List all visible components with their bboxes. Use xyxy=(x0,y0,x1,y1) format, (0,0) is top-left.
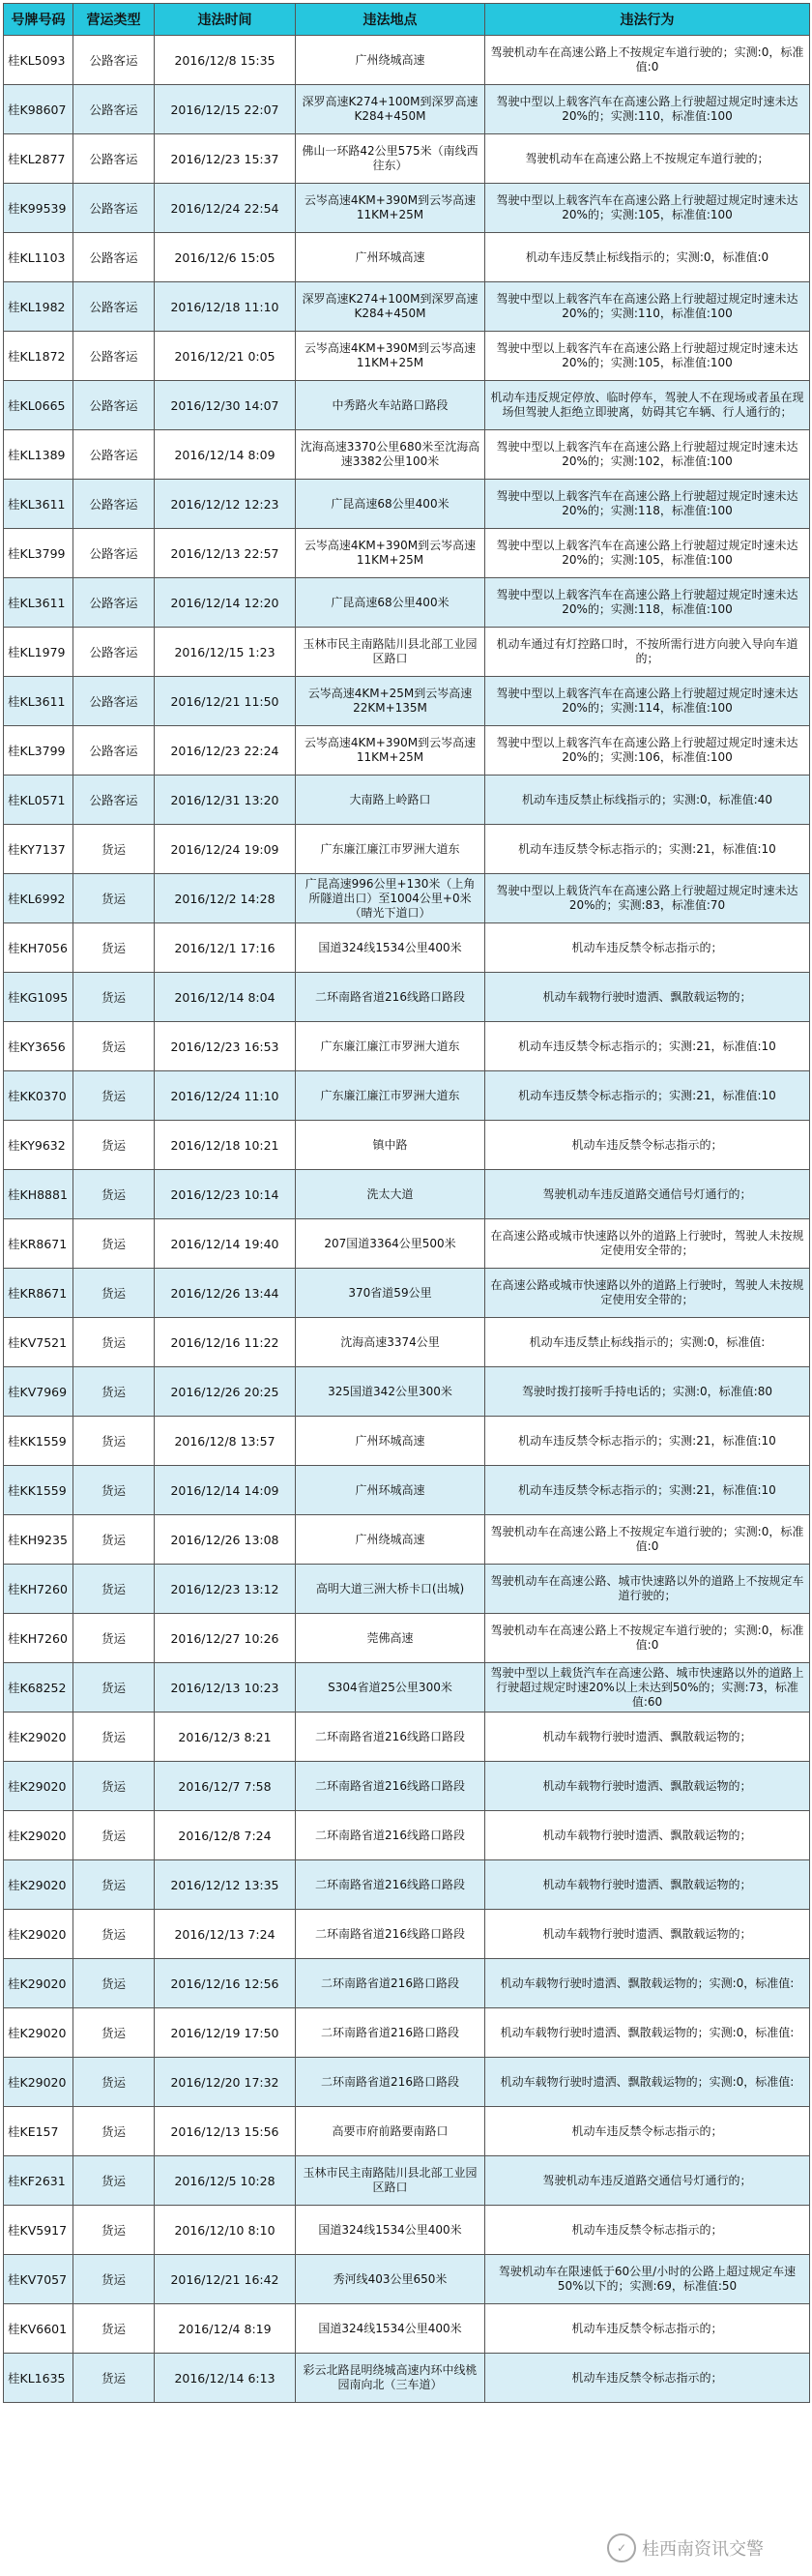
cell-location: 广昆高速68公里400米 xyxy=(296,480,485,529)
cell-plate: 桂KV7057 xyxy=(4,2255,73,2304)
cell-plate: 桂K29020 xyxy=(4,1811,73,1860)
cell-violation: 机动车违反禁令标志指示的； xyxy=(485,2107,810,2156)
cell-type: 货运 xyxy=(73,2008,155,2058)
cell-location: 广州环城高速 xyxy=(296,233,485,282)
cell-time: 2016/12/23 15:37 xyxy=(155,134,296,184)
cell-type: 公路客运 xyxy=(73,677,155,726)
cell-type: 公路客运 xyxy=(73,36,155,85)
table-row xyxy=(4,1121,810,1170)
cell-time: 2016/12/24 19:09 xyxy=(155,825,296,874)
cell-time: 2016/12/14 8:04 xyxy=(155,973,296,1022)
violations-table xyxy=(3,3,810,2403)
cell-plate: 桂K29020 xyxy=(4,1860,73,1910)
cell-location: 广州环城高速 xyxy=(296,1417,485,1466)
cell-plate: 桂KL1635 xyxy=(4,2354,73,2403)
cell-type: 公路客运 xyxy=(73,282,155,332)
cell-location: 二环南路省道216线路口路段 xyxy=(296,1910,485,1959)
cell-violation: 机动车违反禁令标志指示的； xyxy=(485,1121,810,1170)
cell-location: 云岑高速4KM+390M到云岑高速11KM+25M xyxy=(296,332,485,381)
cell-violation: 机动车载物行驶时遗洒、飘散载运物的； xyxy=(485,1910,810,1959)
cell-violation: 机动车违反禁止标线指示的；实测:0，标准值:0 xyxy=(485,233,810,282)
cell-plate: 桂K29020 xyxy=(4,2008,73,2058)
table-row xyxy=(4,1318,810,1367)
cell-type: 货运 xyxy=(73,1565,155,1614)
cell-plate: 桂KL3611 xyxy=(4,578,73,628)
cell-type: 货运 xyxy=(73,1712,155,1762)
table-row xyxy=(4,628,810,677)
cell-time: 2016/12/24 22:54 xyxy=(155,184,296,233)
cell-type: 公路客运 xyxy=(73,628,155,677)
cell-type: 货运 xyxy=(73,1762,155,1811)
cell-violation: 机动车载物行驶时遗洒、飘散载运物的； xyxy=(485,973,810,1022)
cell-time: 2016/12/12 13:35 xyxy=(155,1860,296,1910)
cell-type: 公路客运 xyxy=(73,430,155,480)
table-row xyxy=(4,1417,810,1466)
cell-time: 2016/12/23 10:14 xyxy=(155,1170,296,1219)
cell-type: 公路客运 xyxy=(73,134,155,184)
cell-violation: 机动车违反禁令标志指示的；实测:21，标准值:10 xyxy=(485,1466,810,1515)
cell-plate: 桂KH7056 xyxy=(4,923,73,973)
cell-location: 广州绕城高速 xyxy=(296,36,485,85)
cell-location: 洗太大道 xyxy=(296,1170,485,1219)
cell-plate: 桂KY3656 xyxy=(4,1022,73,1071)
cell-type: 公路客运 xyxy=(73,85,155,134)
cell-violation: 机动车载物行驶时遗洒、飘散载运物的；实测:0，标准值: xyxy=(485,1959,810,2008)
cell-type: 货运 xyxy=(73,2255,155,2304)
cell-violation: 机动车违反禁令标志指示的； xyxy=(485,2206,810,2255)
header-violation: 违法行为 xyxy=(485,4,810,36)
cell-plate: 桂K99539 xyxy=(4,184,73,233)
cell-violation: 驾驶中型以上载货汽车在高速公路、城市快速路以外的道路上行驶超过规定时速20%以上未达到50%的；实测:73，标准值:60 xyxy=(485,1663,810,1712)
cell-violation: 驾驶中型以上载客汽车在高速公路上行驶超过规定时速未达20%的；实测:110，标准值:100 xyxy=(485,85,810,134)
table-row xyxy=(4,825,810,874)
cell-plate: 桂KE157 xyxy=(4,2107,73,2156)
cell-violation: 驾驶机动车在高速公路上不按规定车道行驶的；实测:0，标准值:0 xyxy=(485,1614,810,1663)
cell-type: 货运 xyxy=(73,1269,155,1318)
cell-time: 2016/12/16 11:22 xyxy=(155,1318,296,1367)
cell-type: 货运 xyxy=(73,2156,155,2206)
table-row xyxy=(4,1515,810,1565)
cell-plate: 桂KL3611 xyxy=(4,480,73,529)
cell-plate: 桂KL3799 xyxy=(4,529,73,578)
cell-plate: 桂KH9235 xyxy=(4,1515,73,1565)
cell-location: 国道324线1534公里400米 xyxy=(296,2304,485,2354)
cell-violation: 驾驶中型以上载客汽车在高速公路上行驶超过规定时速未达20%的；实测:118，标准值:100 xyxy=(485,480,810,529)
cell-violation: 机动车违反禁令标志指示的；实测:21，标准值:10 xyxy=(485,1417,810,1466)
cell-plate: 桂K29020 xyxy=(4,1762,73,1811)
cell-violation: 驾驶中型以上载货汽车在高速公路上行驶超过规定时速未达20%的；实测:83，标准值:70 xyxy=(485,874,810,923)
cell-time: 2016/12/8 13:57 xyxy=(155,1417,296,1466)
cell-type: 公路客运 xyxy=(73,776,155,825)
table-body xyxy=(4,36,810,2403)
cell-location: 二环南路省道216路口路段 xyxy=(296,1959,485,2008)
cell-location: 广州环城高速 xyxy=(296,1466,485,1515)
cell-time: 2016/12/13 22:57 xyxy=(155,529,296,578)
table-row xyxy=(4,2156,810,2206)
cell-location: 云岑高速4KM+390M到云岑高速11KM+25M xyxy=(296,726,485,776)
cell-plate: 桂KY9632 xyxy=(4,1121,73,1170)
cell-plate: 桂KH8881 xyxy=(4,1170,73,1219)
cell-violation: 机动车违反禁令标志指示的； xyxy=(485,2354,810,2403)
cell-violation: 机动车违反禁令标志指示的；实测:21，标准值:10 xyxy=(485,825,810,874)
table-row xyxy=(4,1022,810,1071)
cell-location: 深罗高速K274+100M到深罗高速K284+450M xyxy=(296,85,485,134)
cell-type: 公路客运 xyxy=(73,184,155,233)
table-row xyxy=(4,874,810,923)
cell-plate: 桂KK0370 xyxy=(4,1071,73,1121)
cell-time: 2016/12/12 12:23 xyxy=(155,480,296,529)
cell-type: 货运 xyxy=(73,1170,155,1219)
cell-type: 货运 xyxy=(73,1663,155,1712)
table-row xyxy=(4,726,810,776)
cell-time: 2016/12/5 10:28 xyxy=(155,2156,296,2206)
cell-time: 2016/12/31 13:20 xyxy=(155,776,296,825)
cell-plate: 桂K29020 xyxy=(4,1910,73,1959)
table-row xyxy=(4,1071,810,1121)
cell-plate: 桂KK1559 xyxy=(4,1417,73,1466)
table-row xyxy=(4,2255,810,2304)
cell-time: 2016/12/18 10:21 xyxy=(155,1121,296,1170)
table-row xyxy=(4,677,810,726)
table-row xyxy=(4,1910,810,1959)
cell-violation: 驾驶时拨打接听手持电话的；实测:0，标准值:80 xyxy=(485,1367,810,1417)
cell-time: 2016/12/26 13:08 xyxy=(155,1515,296,1565)
cell-violation: 驾驶机动车在高速公路、城市快速路以外的道路上不按规定车道行驶的； xyxy=(485,1565,810,1614)
cell-location: 玉林市民主南路陆川县北部工业园区路口 xyxy=(296,628,485,677)
cell-type: 货运 xyxy=(73,874,155,923)
cell-time: 2016/12/15 1:23 xyxy=(155,628,296,677)
cell-location: 彩云北路昆明绕城高速内环中线桃园南向北（三车道） xyxy=(296,2354,485,2403)
cell-type: 货运 xyxy=(73,973,155,1022)
cell-plate: 桂KL1103 xyxy=(4,233,73,282)
table-row xyxy=(4,430,810,480)
table-header-row xyxy=(4,4,810,36)
cell-location: 广昆高速996公里+130米（上角所隧道出口）至1004公里+0米（晴光下道口） xyxy=(296,874,485,923)
cell-type: 货运 xyxy=(73,1466,155,1515)
table-row xyxy=(4,184,810,233)
cell-violation: 驾驶中型以上载客汽车在高速公路上行驶超过规定时速未达20%的；实测:105，标准值:100 xyxy=(485,529,810,578)
table-row xyxy=(4,973,810,1022)
cell-time: 2016/12/21 16:42 xyxy=(155,2255,296,2304)
cell-violation: 机动车载物行驶时遗洒、飘散载运物的； xyxy=(485,1762,810,1811)
cell-time: 2016/12/24 11:10 xyxy=(155,1071,296,1121)
cell-type: 货运 xyxy=(73,1959,155,2008)
header-location: 违法地点 xyxy=(296,4,485,36)
cell-type: 货运 xyxy=(73,1515,155,1565)
cell-plate: 桂KY7137 xyxy=(4,825,73,874)
cell-location: 广东廉江廉江市罗洲大道东 xyxy=(296,1022,485,1071)
cell-time: 2016/12/1 17:16 xyxy=(155,923,296,973)
cell-time: 2016/12/21 0:05 xyxy=(155,332,296,381)
cell-plate: 桂KH7260 xyxy=(4,1565,73,1614)
cell-location: 大南路上岭路口 xyxy=(296,776,485,825)
header-plate: 号牌号码 xyxy=(4,4,73,36)
wechat-logo-icon: ✓ xyxy=(607,2533,636,2562)
cell-type: 货运 xyxy=(73,1121,155,1170)
cell-violation: 驾驶机动车违反道路交通信号灯通行的； xyxy=(485,1170,810,1219)
table-row xyxy=(4,2107,810,2156)
cell-plate: 桂KV5917 xyxy=(4,2206,73,2255)
cell-violation: 驾驶中型以上载客汽车在高速公路上行驶超过规定时速未达20%的；实测:106，标准值:100 xyxy=(485,726,810,776)
cell-type: 货运 xyxy=(73,1219,155,1269)
cell-violation: 驾驶机动车在高速公路上不按规定车道行驶的；实测:0，标准值:0 xyxy=(485,1515,810,1565)
cell-violation: 机动车违反禁止标线指示的；实测:0，标准值:40 xyxy=(485,776,810,825)
cell-plate: 桂KK1559 xyxy=(4,1466,73,1515)
watermark xyxy=(607,2533,764,2562)
cell-time: 2016/12/23 22:24 xyxy=(155,726,296,776)
table-row xyxy=(4,923,810,973)
cell-location: 秀河线403公里650米 xyxy=(296,2255,485,2304)
cell-time: 2016/12/27 10:26 xyxy=(155,1614,296,1663)
cell-time: 2016/12/13 15:56 xyxy=(155,2107,296,2156)
cell-plate: 桂KL0571 xyxy=(4,776,73,825)
cell-type: 公路客运 xyxy=(73,381,155,430)
cell-plate: 桂KF2631 xyxy=(4,2156,73,2206)
cell-plate: 桂KL1982 xyxy=(4,282,73,332)
cell-plate: 桂KL6992 xyxy=(4,874,73,923)
cell-time: 2016/12/8 15:35 xyxy=(155,36,296,85)
cell-plate: 桂KL1979 xyxy=(4,628,73,677)
cell-type: 货运 xyxy=(73,825,155,874)
cell-type: 货运 xyxy=(73,1022,155,1071)
cell-time: 2016/12/6 15:05 xyxy=(155,233,296,282)
cell-type: 货运 xyxy=(73,2058,155,2107)
cell-time: 2016/12/14 14:09 xyxy=(155,1466,296,1515)
cell-location: 镇中路 xyxy=(296,1121,485,1170)
cell-time: 2016/12/15 22:07 xyxy=(155,85,296,134)
table-row xyxy=(4,2058,810,2107)
cell-plate: 桂KV7521 xyxy=(4,1318,73,1367)
table-row xyxy=(4,233,810,282)
cell-violation: 机动车载物行驶时遗洒、飘散载运物的； xyxy=(485,1860,810,1910)
cell-location: 二环南路省道216路口路段 xyxy=(296,2058,485,2107)
cell-time: 2016/12/7 7:58 xyxy=(155,1762,296,1811)
cell-plate: 桂KL0665 xyxy=(4,381,73,430)
cell-violation: 机动车违反禁令标志指示的；实测:21，标准值:10 xyxy=(485,1022,810,1071)
cell-location: 沈海高速3370公里680米至沈海高速3382公里100米 xyxy=(296,430,485,480)
cell-location: 广东廉江廉江市罗洲大道东 xyxy=(296,1071,485,1121)
table-row xyxy=(4,529,810,578)
cell-type: 货运 xyxy=(73,1318,155,1367)
cell-location: 广昆高速68公里400米 xyxy=(296,578,485,628)
cell-type: 货运 xyxy=(73,2206,155,2255)
cell-type: 货运 xyxy=(73,1910,155,1959)
table-row xyxy=(4,332,810,381)
cell-location: 207国道3364公里500米 xyxy=(296,1219,485,1269)
cell-violation: 驾驶中型以上载客汽车在高速公路上行驶超过规定时速未达20%的；实测:110，标准值:100 xyxy=(485,282,810,332)
cell-time: 2016/12/20 17:32 xyxy=(155,2058,296,2107)
cell-violation: 机动车违反规定停放、临时停车，驾驶人不在现场或者虽在现场但驾驶人拒绝立即驶离，妨碍其它车辆、行人通行的； xyxy=(485,381,810,430)
cell-type: 公路客运 xyxy=(73,480,155,529)
table-row xyxy=(4,2008,810,2058)
cell-time: 2016/12/2 14:28 xyxy=(155,874,296,923)
cell-type: 货运 xyxy=(73,1071,155,1121)
table-row xyxy=(4,1959,810,2008)
cell-violation: 机动车载物行驶时遗洒、飘散载运物的； xyxy=(485,1811,810,1860)
table-row xyxy=(4,134,810,184)
cell-location: 二环南路省道216线路口路段 xyxy=(296,1712,485,1762)
table-row xyxy=(4,1860,810,1910)
cell-type: 公路客运 xyxy=(73,578,155,628)
table-row xyxy=(4,1170,810,1219)
cell-time: 2016/12/18 11:10 xyxy=(155,282,296,332)
cell-violation: 驾驶中型以上载客汽车在高速公路上行驶超过规定时速未达20%的；实测:114，标准值:100 xyxy=(485,677,810,726)
cell-type: 公路客运 xyxy=(73,233,155,282)
cell-time: 2016/12/23 16:53 xyxy=(155,1022,296,1071)
cell-violation: 驾驶机动车在限速低于60公里/小时的公路上超过规定车速50%以下的；实测:69，标准值:50 xyxy=(485,2255,810,2304)
cell-location: 佛山一环路42公里575米（南线西往东） xyxy=(296,134,485,184)
cell-violation: 机动车违反禁止标线指示的；实测:0，标准值: xyxy=(485,1318,810,1367)
cell-location: 莞佛高速 xyxy=(296,1614,485,1663)
cell-plate: 桂K29020 xyxy=(4,1959,73,2008)
cell-location: 云岑高速4KM+25M到云岑高速22KM+135M xyxy=(296,677,485,726)
watermark-text: 桂西南资讯交警 xyxy=(642,2539,764,2560)
cell-violation: 机动车违反禁令标志指示的； xyxy=(485,923,810,973)
cell-time: 2016/12/30 14:07 xyxy=(155,381,296,430)
cell-plate: 桂KR8671 xyxy=(4,1219,73,1269)
cell-location: 云岑高速4KM+390M到云岑高速11KM+25M xyxy=(296,529,485,578)
cell-type: 货运 xyxy=(73,1811,155,1860)
cell-plate: 桂KH7260 xyxy=(4,1614,73,1663)
cell-type: 货运 xyxy=(73,1367,155,1417)
cell-violation: 驾驶中型以上载客汽车在高速公路上行驶超过规定时速未达20%的；实测:105，标准值:100 xyxy=(485,332,810,381)
cell-violation: 机动车违反禁令标志指示的； xyxy=(485,2304,810,2354)
table-row xyxy=(4,480,810,529)
cell-location: S304省道25公里300米 xyxy=(296,1663,485,1712)
table-row xyxy=(4,1565,810,1614)
cell-type: 货运 xyxy=(73,923,155,973)
table-row xyxy=(4,1712,810,1762)
cell-time: 2016/12/16 12:56 xyxy=(155,1959,296,2008)
cell-plate: 桂KL2877 xyxy=(4,134,73,184)
table-row xyxy=(4,1614,810,1663)
cell-plate: 桂KV7969 xyxy=(4,1367,73,1417)
cell-violation: 驾驶机动车违反道路交通信号灯通行的； xyxy=(485,2156,810,2206)
cell-location: 广东廉江廉江市罗洲大道东 xyxy=(296,825,485,874)
cell-location: 广州绕城高速 xyxy=(296,1515,485,1565)
cell-location: 玉林市民主南路陆川县北部工业园区路口 xyxy=(296,2156,485,2206)
table-row xyxy=(4,1269,810,1318)
cell-plate: 桂KR8671 xyxy=(4,1269,73,1318)
cell-plate: 桂KL1389 xyxy=(4,430,73,480)
table-row xyxy=(4,2304,810,2354)
cell-plate: 桂KV6601 xyxy=(4,2304,73,2354)
cell-time: 2016/12/19 17:50 xyxy=(155,2008,296,2058)
header-time: 违法时间 xyxy=(155,4,296,36)
cell-location: 二环南路省道216线路口路段 xyxy=(296,973,485,1022)
table-row xyxy=(4,2354,810,2403)
cell-time: 2016/12/3 8:21 xyxy=(155,1712,296,1762)
table-row xyxy=(4,1219,810,1269)
cell-type: 公路客运 xyxy=(73,529,155,578)
cell-location: 中秀路火车站路口路段 xyxy=(296,381,485,430)
cell-location: 国道324线1534公里400米 xyxy=(296,2206,485,2255)
cell-location: 国道324线1534公里400米 xyxy=(296,923,485,973)
cell-location: 二环南路省道216线路口路段 xyxy=(296,1762,485,1811)
cell-violation: 机动车通过有灯控路口时，不按所需行进方向驶入导向车道的； xyxy=(485,628,810,677)
table-row xyxy=(4,776,810,825)
cell-violation: 机动车载物行驶时遗洒、飘散载运物的；实测:0，标准值: xyxy=(485,2008,810,2058)
cell-type: 公路客运 xyxy=(73,726,155,776)
cell-location: 云岑高速4KM+390M到云岑高速11KM+25M xyxy=(296,184,485,233)
cell-time: 2016/12/14 6:13 xyxy=(155,2354,296,2403)
cell-type: 货运 xyxy=(73,1614,155,1663)
table-row xyxy=(4,1663,810,1712)
table-row xyxy=(4,2206,810,2255)
cell-type: 货运 xyxy=(73,2354,155,2403)
table-row xyxy=(4,578,810,628)
cell-location: 沈海高速3374公里 xyxy=(296,1318,485,1367)
cell-location: 高要市府前路要南路口 xyxy=(296,2107,485,2156)
cell-violation: 驾驶机动车在高速公路上不按规定车道行驶的；实测:0，标准值:0 xyxy=(485,36,810,85)
cell-violation: 在高速公路或城市快速路以外的道路上行驶时，驾驶人未按规定使用安全带的； xyxy=(485,1269,810,1318)
cell-plate: 桂KG1095 xyxy=(4,973,73,1022)
cell-plate: 桂K68252 xyxy=(4,1663,73,1712)
cell-location: 二环南路省道216路口路段 xyxy=(296,2008,485,2058)
table-row xyxy=(4,36,810,85)
table-row xyxy=(4,1367,810,1417)
cell-time: 2016/12/26 20:25 xyxy=(155,1367,296,1417)
cell-location: 二环南路省道216线路口路段 xyxy=(296,1811,485,1860)
cell-plate: 桂K98607 xyxy=(4,85,73,134)
cell-type: 货运 xyxy=(73,1860,155,1910)
table-row xyxy=(4,1811,810,1860)
cell-violation: 驾驶中型以上载客汽车在高速公路上行驶超过规定时速未达20%的；实测:118，标准值:100 xyxy=(485,578,810,628)
cell-type: 公路客运 xyxy=(73,332,155,381)
cell-plate: 桂KL3611 xyxy=(4,677,73,726)
cell-time: 2016/12/8 7:24 xyxy=(155,1811,296,1860)
header-type: 营运类型 xyxy=(73,4,155,36)
cell-violation: 驾驶中型以上载客汽车在高速公路上行驶超过规定时速未达20%的；实测:102，标准值:100 xyxy=(485,430,810,480)
cell-violation: 在高速公路或城市快速路以外的道路上行驶时，驾驶人未按规定使用安全带的； xyxy=(485,1219,810,1269)
cell-location: 二环南路省道216线路口路段 xyxy=(296,1860,485,1910)
cell-location: 325国道342公里300米 xyxy=(296,1367,485,1417)
cell-plate: 桂KL5093 xyxy=(4,36,73,85)
table-row xyxy=(4,1466,810,1515)
cell-violation: 机动车载物行驶时遗洒、飘散载运物的；实测:0，标准值: xyxy=(485,2058,810,2107)
cell-time: 2016/12/14 12:20 xyxy=(155,578,296,628)
cell-location: 高明大道三洲大桥卡口(出城) xyxy=(296,1565,485,1614)
cell-time: 2016/12/14 8:09 xyxy=(155,430,296,480)
cell-violation: 机动车载物行驶时遗洒、飘散载运物的； xyxy=(485,1712,810,1762)
cell-violation: 机动车违反禁令标志指示的；实测:21，标准值:10 xyxy=(485,1071,810,1121)
cell-time: 2016/12/10 8:10 xyxy=(155,2206,296,2255)
cell-time: 2016/12/21 11:50 xyxy=(155,677,296,726)
table-row xyxy=(4,1762,810,1811)
cell-plate: 桂K29020 xyxy=(4,1712,73,1762)
cell-time: 2016/12/23 13:12 xyxy=(155,1565,296,1614)
cell-time: 2016/12/13 7:24 xyxy=(155,1910,296,1959)
cell-type: 货运 xyxy=(73,1417,155,1466)
cell-time: 2016/12/14 19:40 xyxy=(155,1219,296,1269)
cell-type: 货运 xyxy=(73,2107,155,2156)
cell-location: 深罗高速K274+100M到深罗高速K284+450M xyxy=(296,282,485,332)
cell-plate: 桂KL1872 xyxy=(4,332,73,381)
table-row xyxy=(4,85,810,134)
cell-time: 2016/12/13 10:23 xyxy=(155,1663,296,1712)
table-row xyxy=(4,282,810,332)
cell-time: 2016/12/4 8:19 xyxy=(155,2304,296,2354)
cell-plate: 桂KL3799 xyxy=(4,726,73,776)
cell-violation: 驾驶机动车在高速公路上不按规定车道行驶的； xyxy=(485,134,810,184)
cell-violation: 驾驶中型以上载客汽车在高速公路上行驶超过规定时速未达20%的；实测:105，标准值:100 xyxy=(485,184,810,233)
cell-type: 货运 xyxy=(73,2304,155,2354)
table-row xyxy=(4,381,810,430)
cell-time: 2016/12/26 13:44 xyxy=(155,1269,296,1318)
cell-location: 370省道59公里 xyxy=(296,1269,485,1318)
cell-plate: 桂K29020 xyxy=(4,2058,73,2107)
